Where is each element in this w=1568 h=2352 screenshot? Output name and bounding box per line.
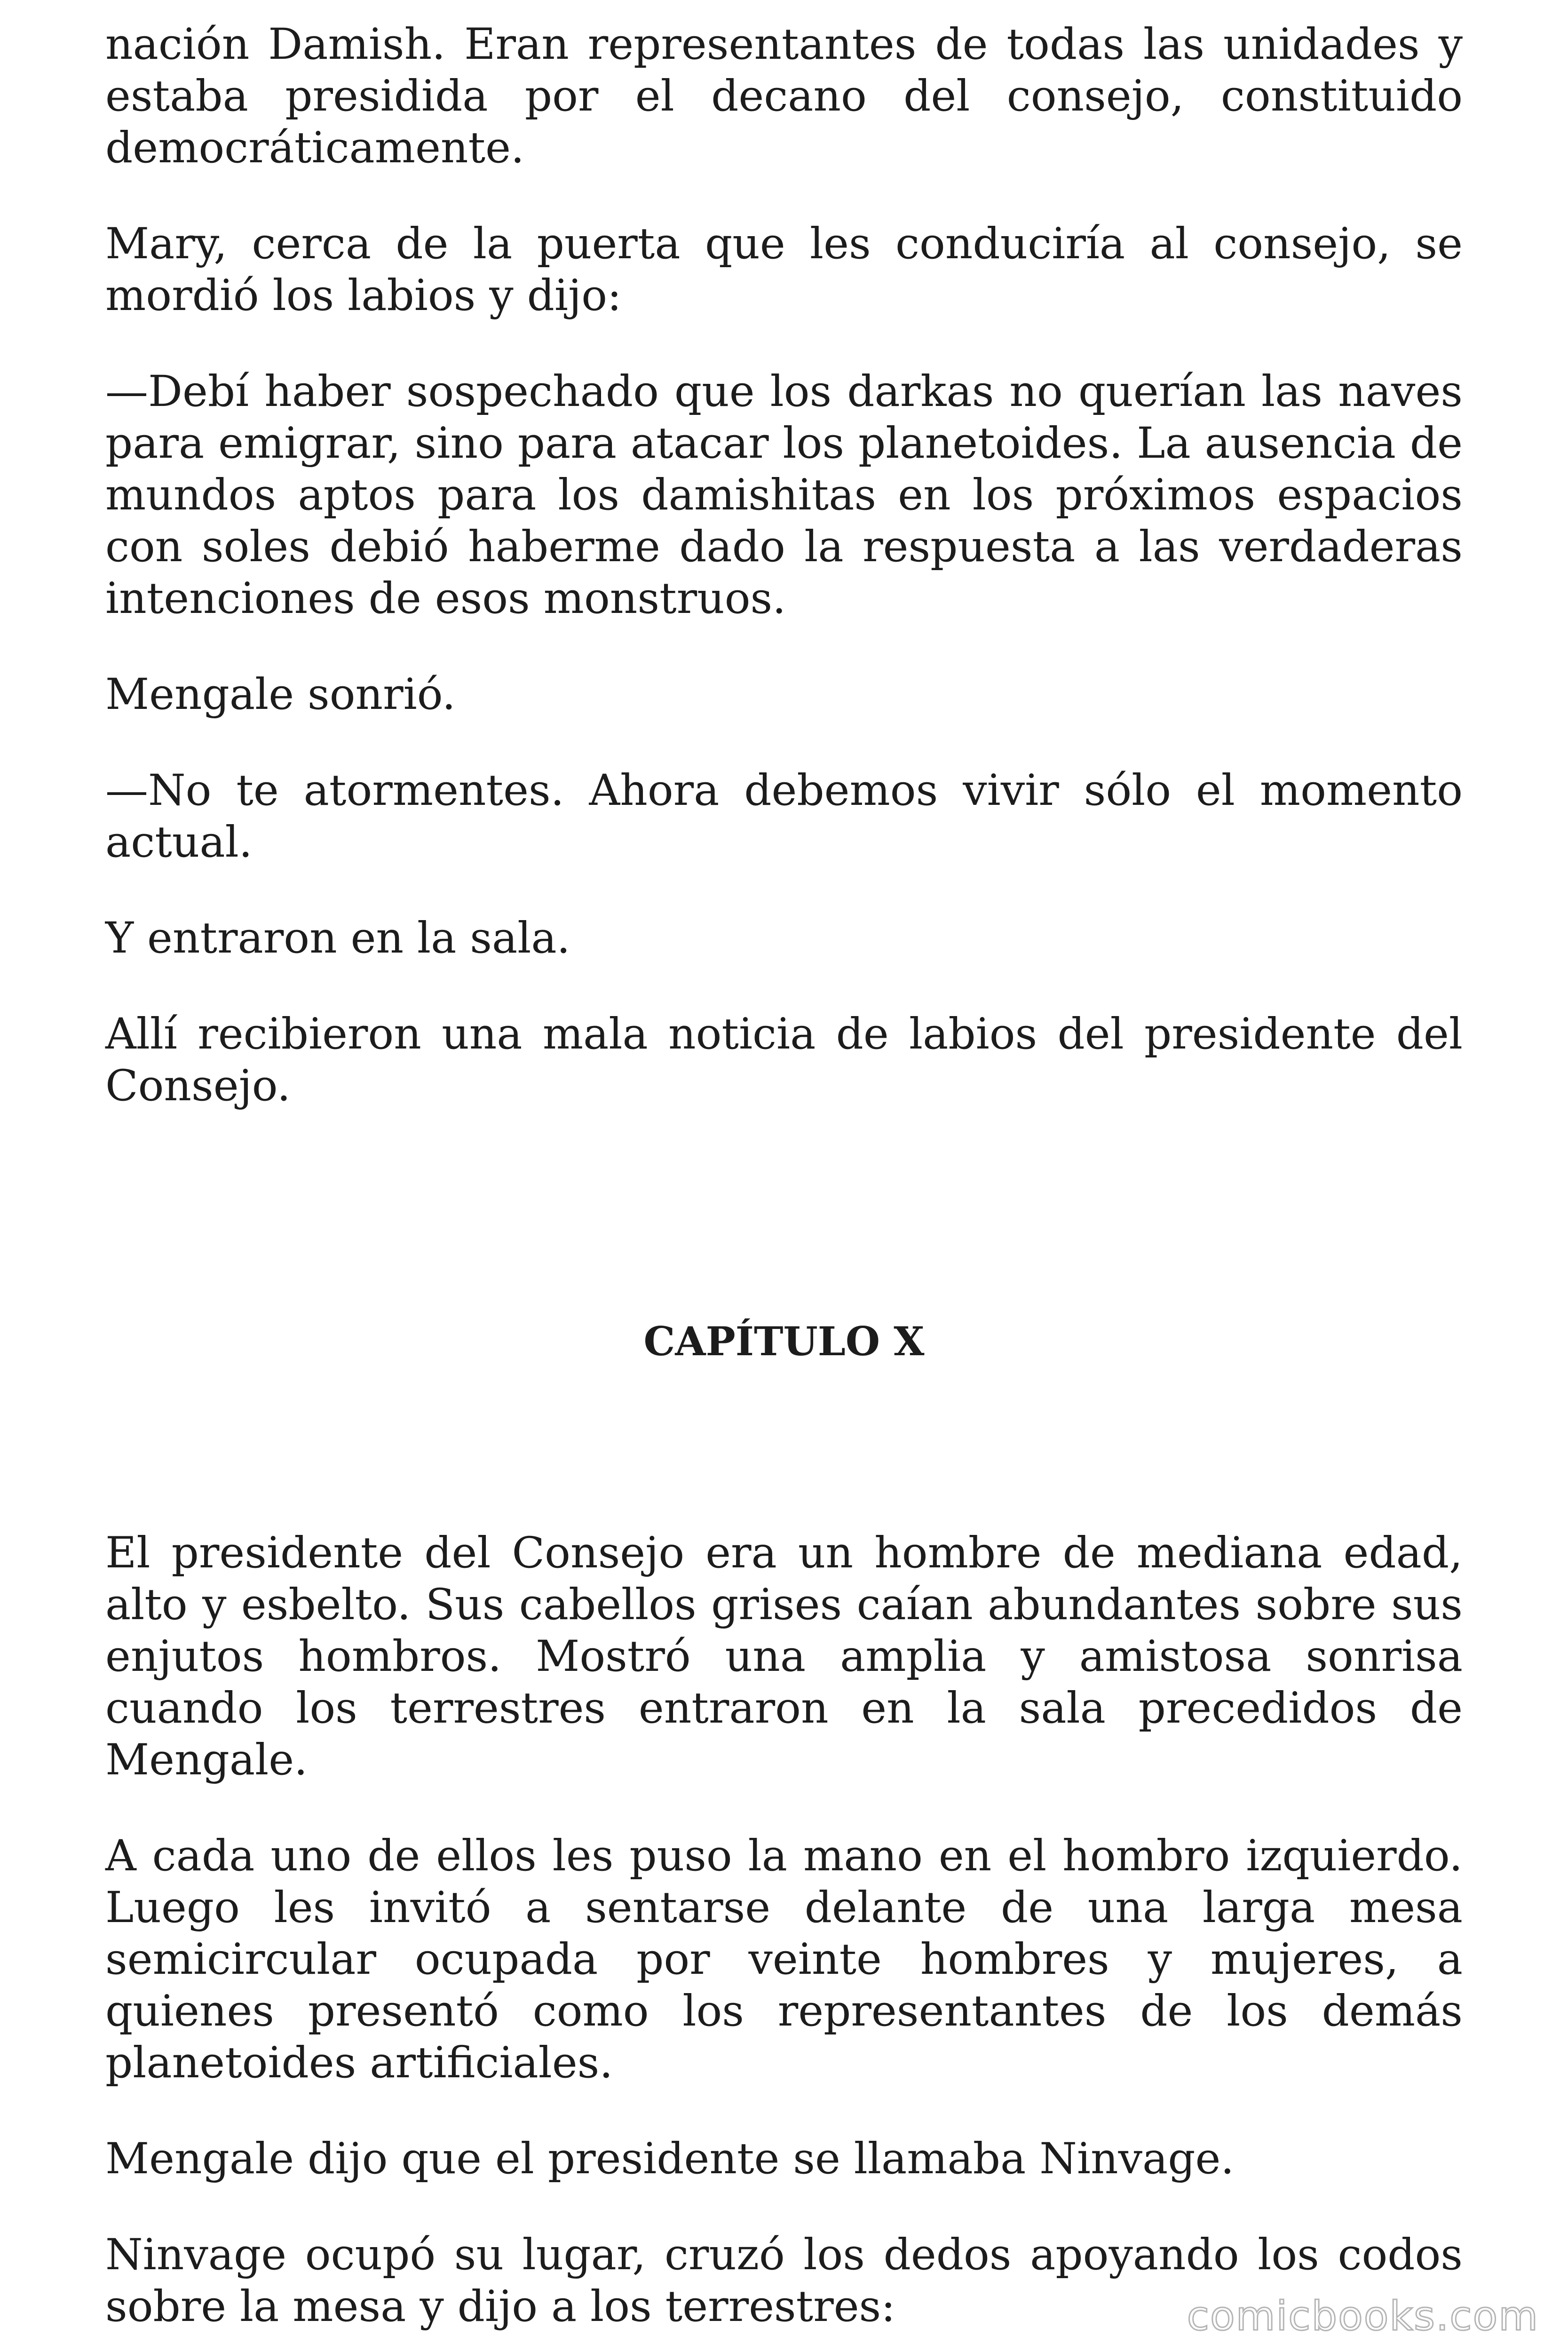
paragraph: Ninvage ocupó su lugar, cruzó los dedos apoyando los codos sobre la mesa y dijo a los terrestres:	[105, 2230, 1463, 2331]
watermark: comicbooks.com	[1187, 2293, 1539, 2340]
paragraph: Mengale sonrió.	[105, 670, 456, 719]
chapter-title: CAPÍTULO X	[643, 1318, 925, 1365]
paragraph: —Debí haber sospechado que los darkas no querían las naves para emigrar, sino para atacar los planetoides. La ausencia de mundos aptos para los damishitas en los próximos espacios con soles debió haberme dado la respuesta a las verdaderas intenciones de esos monstruos.	[105, 367, 1463, 623]
paragraph: —No te atormentes. Ahora debemos vivir sólo el momento actual.	[105, 766, 1463, 867]
paragraph: Y entraron en la sala.	[105, 914, 570, 963]
paragraph: Allí recibieron una mala noticia de labios del presidente del Consejo.	[105, 1009, 1463, 1111]
paragraph: Mary, cerca de la puerta que les conduciría al consejo, se mordió los labios y dijo:	[105, 219, 1463, 320]
document-page	[105, 0, 1463, 2352]
paragraph: Mengale dijo que el presidente se llamaba Ninvage.	[105, 2134, 1235, 2184]
paragraph: El presidente del Consejo era un hombre de mediana edad, alto y esbelto. Sus cabellos grises caían abundantes sobre sus enjutos hombros. Mostró una amplia y amistosa sonrisa cuando los terrestres entraron en la sala precedidos de Mengale.	[105, 1528, 1463, 1785]
paragraph: nación Damish. Eran representantes de todas las unidades y estaba presidida por el decano del consejo, constituido democráticamente.	[105, 20, 1463, 173]
paragraph: A cada uno de ellos les puso la mano en el hombro izquierdo. Luego les invitó a sentarse delante de una larga mesa semicircular ocupada por veinte hombres y mujeres, a quienes presentó como los representantes de los demás planetoides artificiales.	[105, 1831, 1463, 2088]
